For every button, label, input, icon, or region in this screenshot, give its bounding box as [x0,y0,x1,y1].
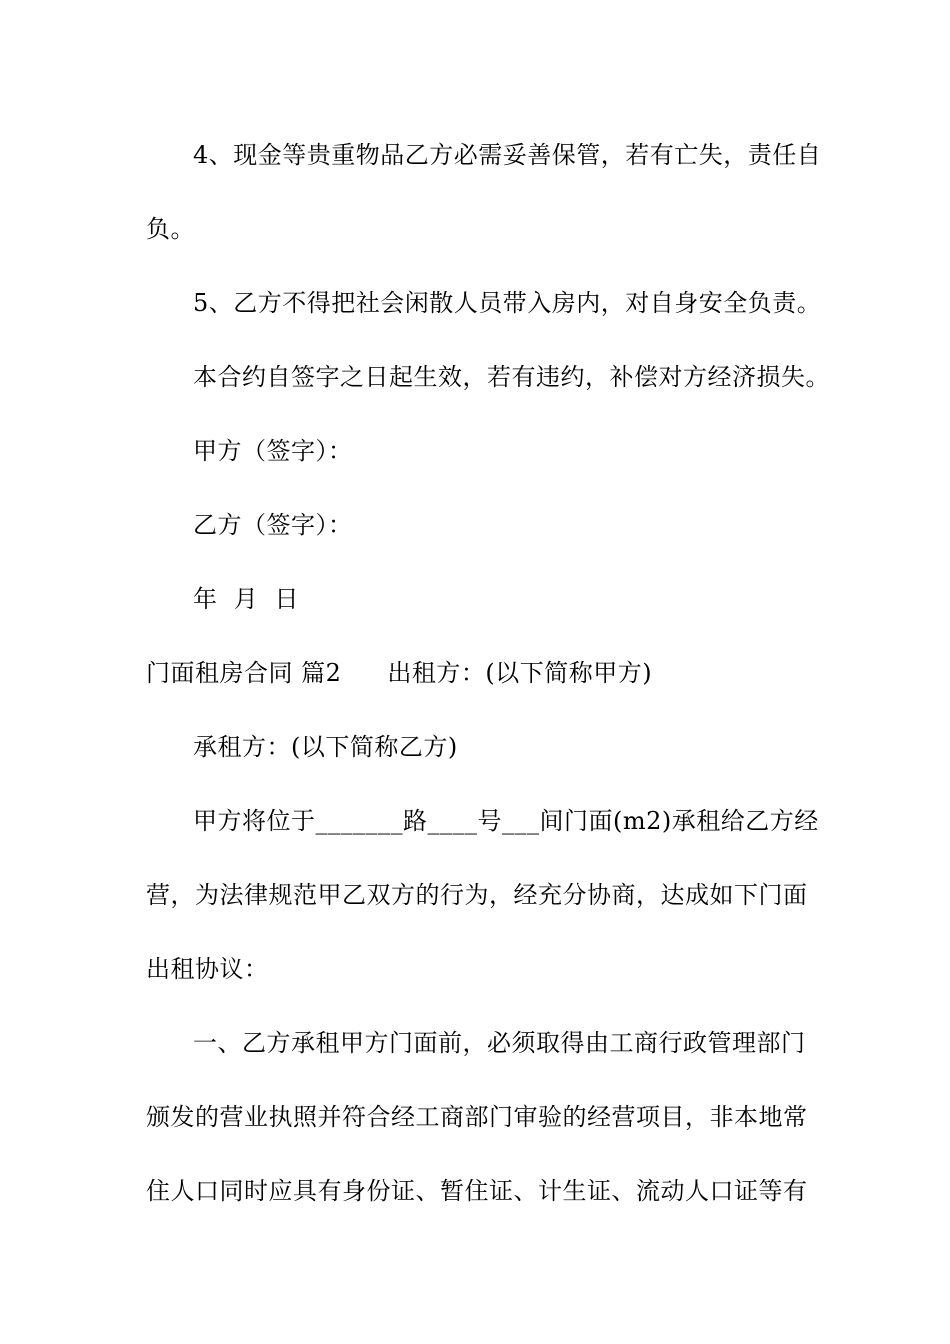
party-a-signature: 甲方（签字）： [193,437,353,465]
article-1-line-3: 住人口同时应具有身份证、暂住证、计生证、流动人口证等有 [146,1177,808,1205]
section-title: 门面租房合同 篇2 [146,659,342,687]
party-b-signature: 乙方（签字）： [193,511,353,539]
clause-4-line-2: 负。 [146,215,195,243]
clause-5: 5、乙方不得把社会闲散人员带入房内，对自身安全负责。 [193,289,822,317]
lessee-label: 承租方：(以下简称乙方) [193,733,458,761]
lessor-label: 出租方：(以下简称甲方) [387,659,653,687]
date-line: 年 月 日 [193,585,300,613]
section-heading-line [146,658,652,688]
effective-clause: 本合约自签字之日起生效，若有违约，补偿对方经济损失。 [193,363,830,391]
intro-line-1: 甲方将位于_______路____号___间门面(m2)承租给乙方经 [193,807,819,835]
intro-line-2: 营，为法律规范甲乙双方的行为，经充分协商，达成如下门面 [146,881,808,909]
article-1-line-2: 颁发的营业执照并符合经工商部门审验的经营项目，非本地常 [146,1103,808,1131]
article-1-line-1: 一、乙方承租甲方门面前，必须取得由工商行政管理部门 [193,1029,806,1057]
clause-4-line-1: 4、现金等贵重物品乙方必需妥善保管，若有亡失，责任自 [193,141,822,169]
intro-line-3: 出租协议： [146,955,269,983]
